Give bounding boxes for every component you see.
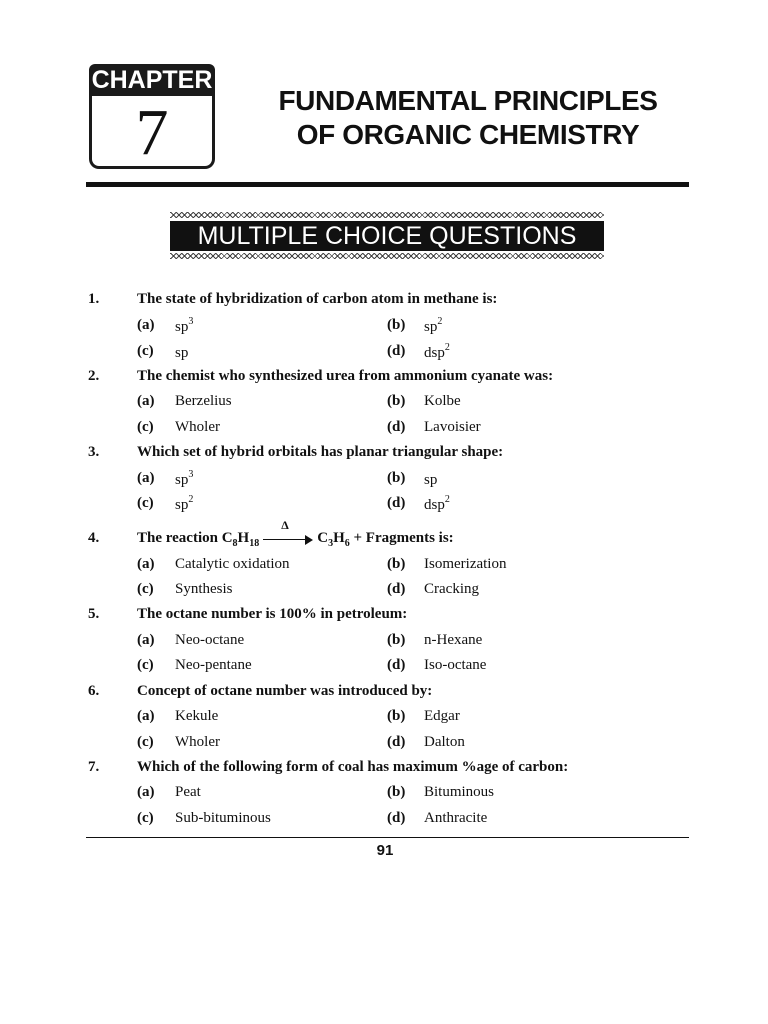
option-text: Neo-pentane [175,657,252,673]
question-text: The state of hybridization of carbon atom in methane is: [137,291,498,307]
option-letter: (c) [137,343,154,359]
banner-border-top [170,212,604,218]
option-letter: (b) [387,632,406,648]
question-text: Which set of hybrid orbitals has planar triangular shape: [137,444,504,460]
question-text: The octane number is 100% in petroleum: [137,606,408,622]
option-letter: (c) [137,495,154,511]
option-text: $sp^2$ [424,316,443,335]
question-text: The reaction $C_8H_{18}$ Δ $C_3H_6$ + Fragments is: [137,517,454,549]
question-number: 1. [88,291,100,307]
delta-symbol: Δ [281,517,289,532]
banner-border-bottom [170,253,604,259]
option-text: Kolbe [424,393,461,409]
question-number: 5. [88,606,100,622]
option-letter: (c) [137,734,154,750]
title-line-2: OF ORGANIC CHEMISTRY [296,119,640,150]
option-letter: (b) [387,556,406,572]
option-text: Sub-bituminous [175,810,271,826]
chapter-number: 7 [135,96,169,169]
option-letter: (a) [137,556,155,572]
question-number: 4. [88,530,100,546]
question-number: 2. [88,368,100,384]
section-heading: MULTIPLE CHOICE QUESTIONS [170,221,604,251]
option-text: Dalton [424,734,465,750]
option-text: dsp$^2$ [424,342,450,361]
question-text: Which of the following form of coal has maximum %age of carbon: [137,759,569,775]
chapter-badge [89,64,215,172]
option-text: Neo-octane [175,632,245,648]
section-banner [170,212,604,260]
title-line-1: FUNDAMENTAL PRINCIPLES [278,85,658,116]
option-text: dsp$^2$ [424,494,450,513]
option-text: Wholer [175,734,220,750]
option-letter: (b) [387,470,406,486]
option-text: Bituminous [424,784,495,800]
option-text: Isomerization [424,556,507,572]
option-text: Iso-octane [424,657,487,673]
option-letter: (c) [137,581,154,597]
option-letter: (a) [137,708,155,724]
footer-divider [86,837,689,838]
chapter-label: CHAPTER [89,64,215,96]
question-number: 6. [88,683,100,699]
option-letter: (a) [137,784,155,800]
option-letter: (c) [137,657,154,673]
option-letter: (b) [387,393,406,409]
option-text: sp [424,472,438,488]
option-text: Synthesis [175,581,233,597]
page-title [250,84,686,152]
option-text: Berzelius [175,393,232,409]
question-number: 7. [88,759,100,775]
option-text: $sp^3$ [175,469,194,488]
option-letter: (d) [387,495,406,511]
option-letter: (a) [137,317,155,333]
option-text: Catalytic oxidation [175,556,290,572]
option-letter: (b) [387,317,406,333]
option-text: Kekule [175,708,219,724]
option-letter: (d) [387,657,406,673]
option-text: sp [175,345,189,361]
option-letter: (c) [137,419,154,435]
option-letter: (a) [137,470,155,486]
page-number: 91 [376,842,394,859]
option-letter: (d) [387,343,406,359]
option-text: Wholer [175,419,220,435]
option-letter: (a) [137,632,155,648]
reaction-arrow-icon [263,517,313,545]
option-text: Cracking [424,581,479,597]
title-divider [86,182,689,187]
option-text: n-Hexane [424,632,483,648]
question-text: Concept of octane number was introduced by: [137,683,433,699]
option-letter: (a) [137,393,155,409]
option-letter: (b) [387,708,406,724]
question-number: 3. [88,444,100,460]
question-text: The chemist who synthesized urea from ammonium cyanate was: [137,368,554,384]
option-letter: (d) [387,810,406,826]
option-text: Anthracite [424,810,488,826]
option-text: $sp^2$ [175,494,194,513]
option-letter: (c) [137,810,154,826]
option-letter: (d) [387,581,406,597]
option-text: Lavoisier [424,419,481,435]
option-text: Peat [175,784,201,800]
option-letter: (b) [387,784,406,800]
option-letter: (d) [387,734,406,750]
option-letter: (d) [387,419,406,435]
option-text: $sp^3$ [175,316,194,335]
option-text: Edgar [424,708,460,724]
